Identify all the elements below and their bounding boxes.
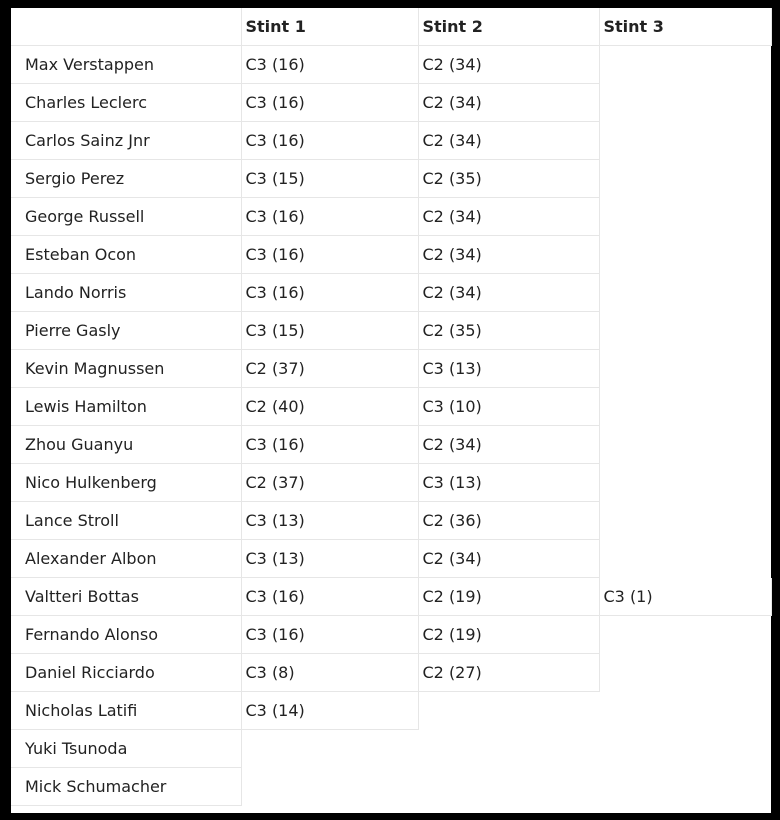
- driver-name-cell: Sergio Perez: [11, 160, 241, 198]
- driver-name-cell: Daniel Ricciardo: [11, 654, 241, 692]
- stint-1-cell: C3 (14): [241, 692, 418, 730]
- stint-3-cell: [599, 654, 771, 692]
- driver-name-cell: Nicholas Latifi: [11, 692, 241, 730]
- tyre-stint-table-container: [11, 8, 771, 813]
- stint-2-cell: C2 (34): [418, 84, 599, 122]
- stint-2-cell: C2 (35): [418, 160, 599, 198]
- driver-name-cell: Yuki Tsunoda: [11, 730, 241, 768]
- stint-1-cell: [241, 768, 418, 806]
- driver-name-cell: Lando Norris: [11, 274, 241, 312]
- stint-3-cell: [599, 616, 771, 654]
- table-row: [11, 502, 771, 540]
- driver-name-cell: Zhou Guanyu: [11, 426, 241, 464]
- stint-1-cell: C3 (15): [241, 312, 418, 350]
- stint-1-cell: C3 (16): [241, 122, 418, 160]
- table-row: [11, 350, 771, 388]
- table-row: [11, 198, 771, 236]
- stint-3-cell: [599, 426, 771, 464]
- table-row: [11, 426, 771, 464]
- driver-name-cell: Lance Stroll: [11, 502, 241, 540]
- stint-3-cell: [599, 768, 771, 806]
- stint-2-cell: C2 (34): [418, 198, 599, 236]
- stint-3-cell: [599, 540, 771, 578]
- stint-3-cell: [599, 236, 771, 274]
- stint-3-cell: [599, 122, 771, 160]
- stint-3-cell: [599, 692, 771, 730]
- header-driver: [11, 8, 241, 46]
- stint-1-cell: C3 (16): [241, 578, 418, 616]
- stint-3-cell: [599, 84, 771, 122]
- driver-name-cell: Kevin Magnussen: [11, 350, 241, 388]
- header-stint-3: Stint 3: [599, 8, 771, 46]
- stint-1-cell: C3 (16): [241, 84, 418, 122]
- stint-1-cell: C3 (16): [241, 236, 418, 274]
- header-row: [11, 8, 771, 46]
- header-stint-1: Stint 1: [241, 8, 418, 46]
- table-row: [11, 616, 771, 654]
- stint-2-cell: C2 (34): [418, 236, 599, 274]
- driver-name-cell: Charles Leclerc: [11, 84, 241, 122]
- stint-3-cell: [599, 464, 771, 502]
- table-row: [11, 46, 771, 84]
- stint-1-cell: C3 (15): [241, 160, 418, 198]
- stint-2-cell: [418, 730, 599, 768]
- driver-name-cell: Valtteri Bottas: [11, 578, 241, 616]
- stint-1-cell: C3 (13): [241, 540, 418, 578]
- driver-name-cell: George Russell: [11, 198, 241, 236]
- stint-1-cell: C3 (16): [241, 274, 418, 312]
- stint-3-cell: [599, 46, 771, 84]
- stint-3-cell: [599, 312, 771, 350]
- stint-3-cell: [599, 730, 771, 768]
- stint-3-cell: [599, 198, 771, 236]
- stint-1-cell: C3 (16): [241, 426, 418, 464]
- stint-1-cell: C3 (16): [241, 198, 418, 236]
- stint-3-cell: C3 (1): [599, 578, 771, 616]
- driver-name-cell: Alexander Albon: [11, 540, 241, 578]
- stint-3-cell: [599, 350, 771, 388]
- driver-name-cell: Nico Hulkenberg: [11, 464, 241, 502]
- table-row: [11, 388, 771, 426]
- stint-1-cell: C2 (37): [241, 350, 418, 388]
- stint-1-cell: C3 (16): [241, 616, 418, 654]
- table-row: [11, 84, 771, 122]
- table-row: [11, 464, 771, 502]
- stint-2-cell: C2 (34): [418, 540, 599, 578]
- table-row: [11, 768, 771, 806]
- table-row: [11, 274, 771, 312]
- stint-1-cell: C2 (40): [241, 388, 418, 426]
- table-row: [11, 654, 771, 692]
- table-row: [11, 540, 771, 578]
- table-body: [11, 46, 771, 806]
- stint-2-cell: C2 (34): [418, 122, 599, 160]
- stint-2-cell: C3 (13): [418, 464, 599, 502]
- stint-3-cell: [599, 502, 771, 540]
- stint-2-cell: C2 (34): [418, 274, 599, 312]
- table-row: [11, 578, 771, 616]
- stint-2-cell: [418, 768, 599, 806]
- stint-1-cell: C3 (8): [241, 654, 418, 692]
- table-row: [11, 122, 771, 160]
- table-row: [11, 236, 771, 274]
- stint-1-cell: C2 (37): [241, 464, 418, 502]
- stint-1-cell: C3 (13): [241, 502, 418, 540]
- stint-1-cell: C3 (16): [241, 46, 418, 84]
- stint-1-cell: [241, 730, 418, 768]
- stint-2-cell: C3 (10): [418, 388, 599, 426]
- table-row: [11, 312, 771, 350]
- tyre-stint-table: [11, 8, 772, 806]
- header-stint-2: Stint 2: [418, 8, 599, 46]
- driver-name-cell: Esteban Ocon: [11, 236, 241, 274]
- driver-name-cell: Max Verstappen: [11, 46, 241, 84]
- stint-2-cell: C2 (36): [418, 502, 599, 540]
- stint-3-cell: [599, 388, 771, 426]
- stint-2-cell: C2 (19): [418, 616, 599, 654]
- stint-3-cell: [599, 274, 771, 312]
- driver-name-cell: Mick Schumacher: [11, 768, 241, 806]
- stint-2-cell: C3 (13): [418, 350, 599, 388]
- driver-name-cell: Fernando Alonso: [11, 616, 241, 654]
- stint-2-cell: C2 (19): [418, 578, 599, 616]
- driver-name-cell: Lewis Hamilton: [11, 388, 241, 426]
- stint-2-cell: C2 (27): [418, 654, 599, 692]
- stint-3-cell: [599, 160, 771, 198]
- table-row: [11, 160, 771, 198]
- driver-name-cell: Pierre Gasly: [11, 312, 241, 350]
- table-row: [11, 692, 771, 730]
- stint-2-cell: C2 (35): [418, 312, 599, 350]
- stint-2-cell: [418, 692, 599, 730]
- driver-name-cell: Carlos Sainz Jnr: [11, 122, 241, 160]
- stint-2-cell: C2 (34): [418, 426, 599, 464]
- table-row: [11, 730, 771, 768]
- stint-2-cell: C2 (34): [418, 46, 599, 84]
